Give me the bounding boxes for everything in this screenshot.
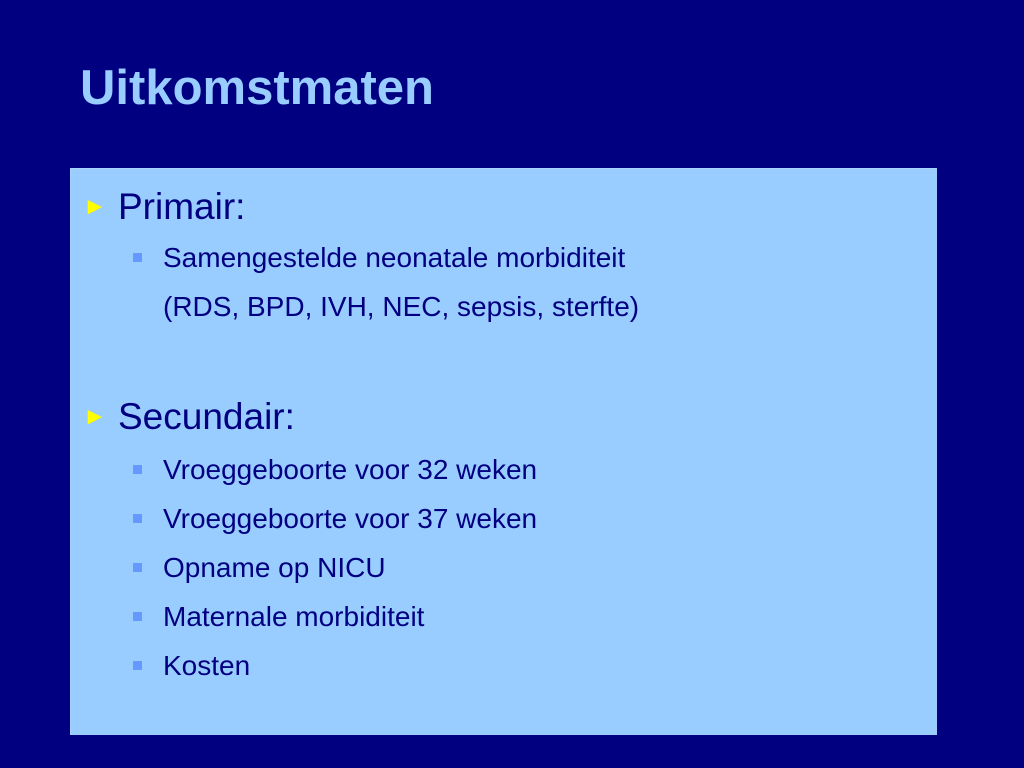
arrow-bullet-icon: ► [83, 403, 107, 430]
section-heading-secundair: Secundair: [118, 396, 295, 437]
square-bullet-icon [133, 253, 142, 262]
list-item: Opname op NICU [163, 552, 386, 583]
square-bullet-icon [133, 661, 142, 670]
arrow-bullet-icon: ► [83, 193, 107, 220]
list-item: Maternale morbiditeit [163, 601, 425, 632]
square-bullet-icon [133, 612, 142, 621]
square-bullet-icon [133, 465, 142, 474]
square-bullet-icon [133, 514, 142, 523]
list-item: Vroeggeboorte voor 32 weken [163, 454, 538, 485]
list-item: Samengestelde neonatale morbiditeit [163, 242, 626, 273]
square-bullet-icon [133, 563, 142, 572]
list-item: Vroeggeboorte voor 37 weken [163, 503, 538, 534]
slide-title: Uitkomstmaten [80, 61, 434, 115]
content-box [70, 168, 937, 735]
list-item: Kosten [163, 650, 251, 681]
section-heading-primair: Primair: [118, 186, 246, 227]
list-item-continuation: (RDS, BPD, IVH, NEC, sepsis, sterfte) [163, 291, 640, 322]
